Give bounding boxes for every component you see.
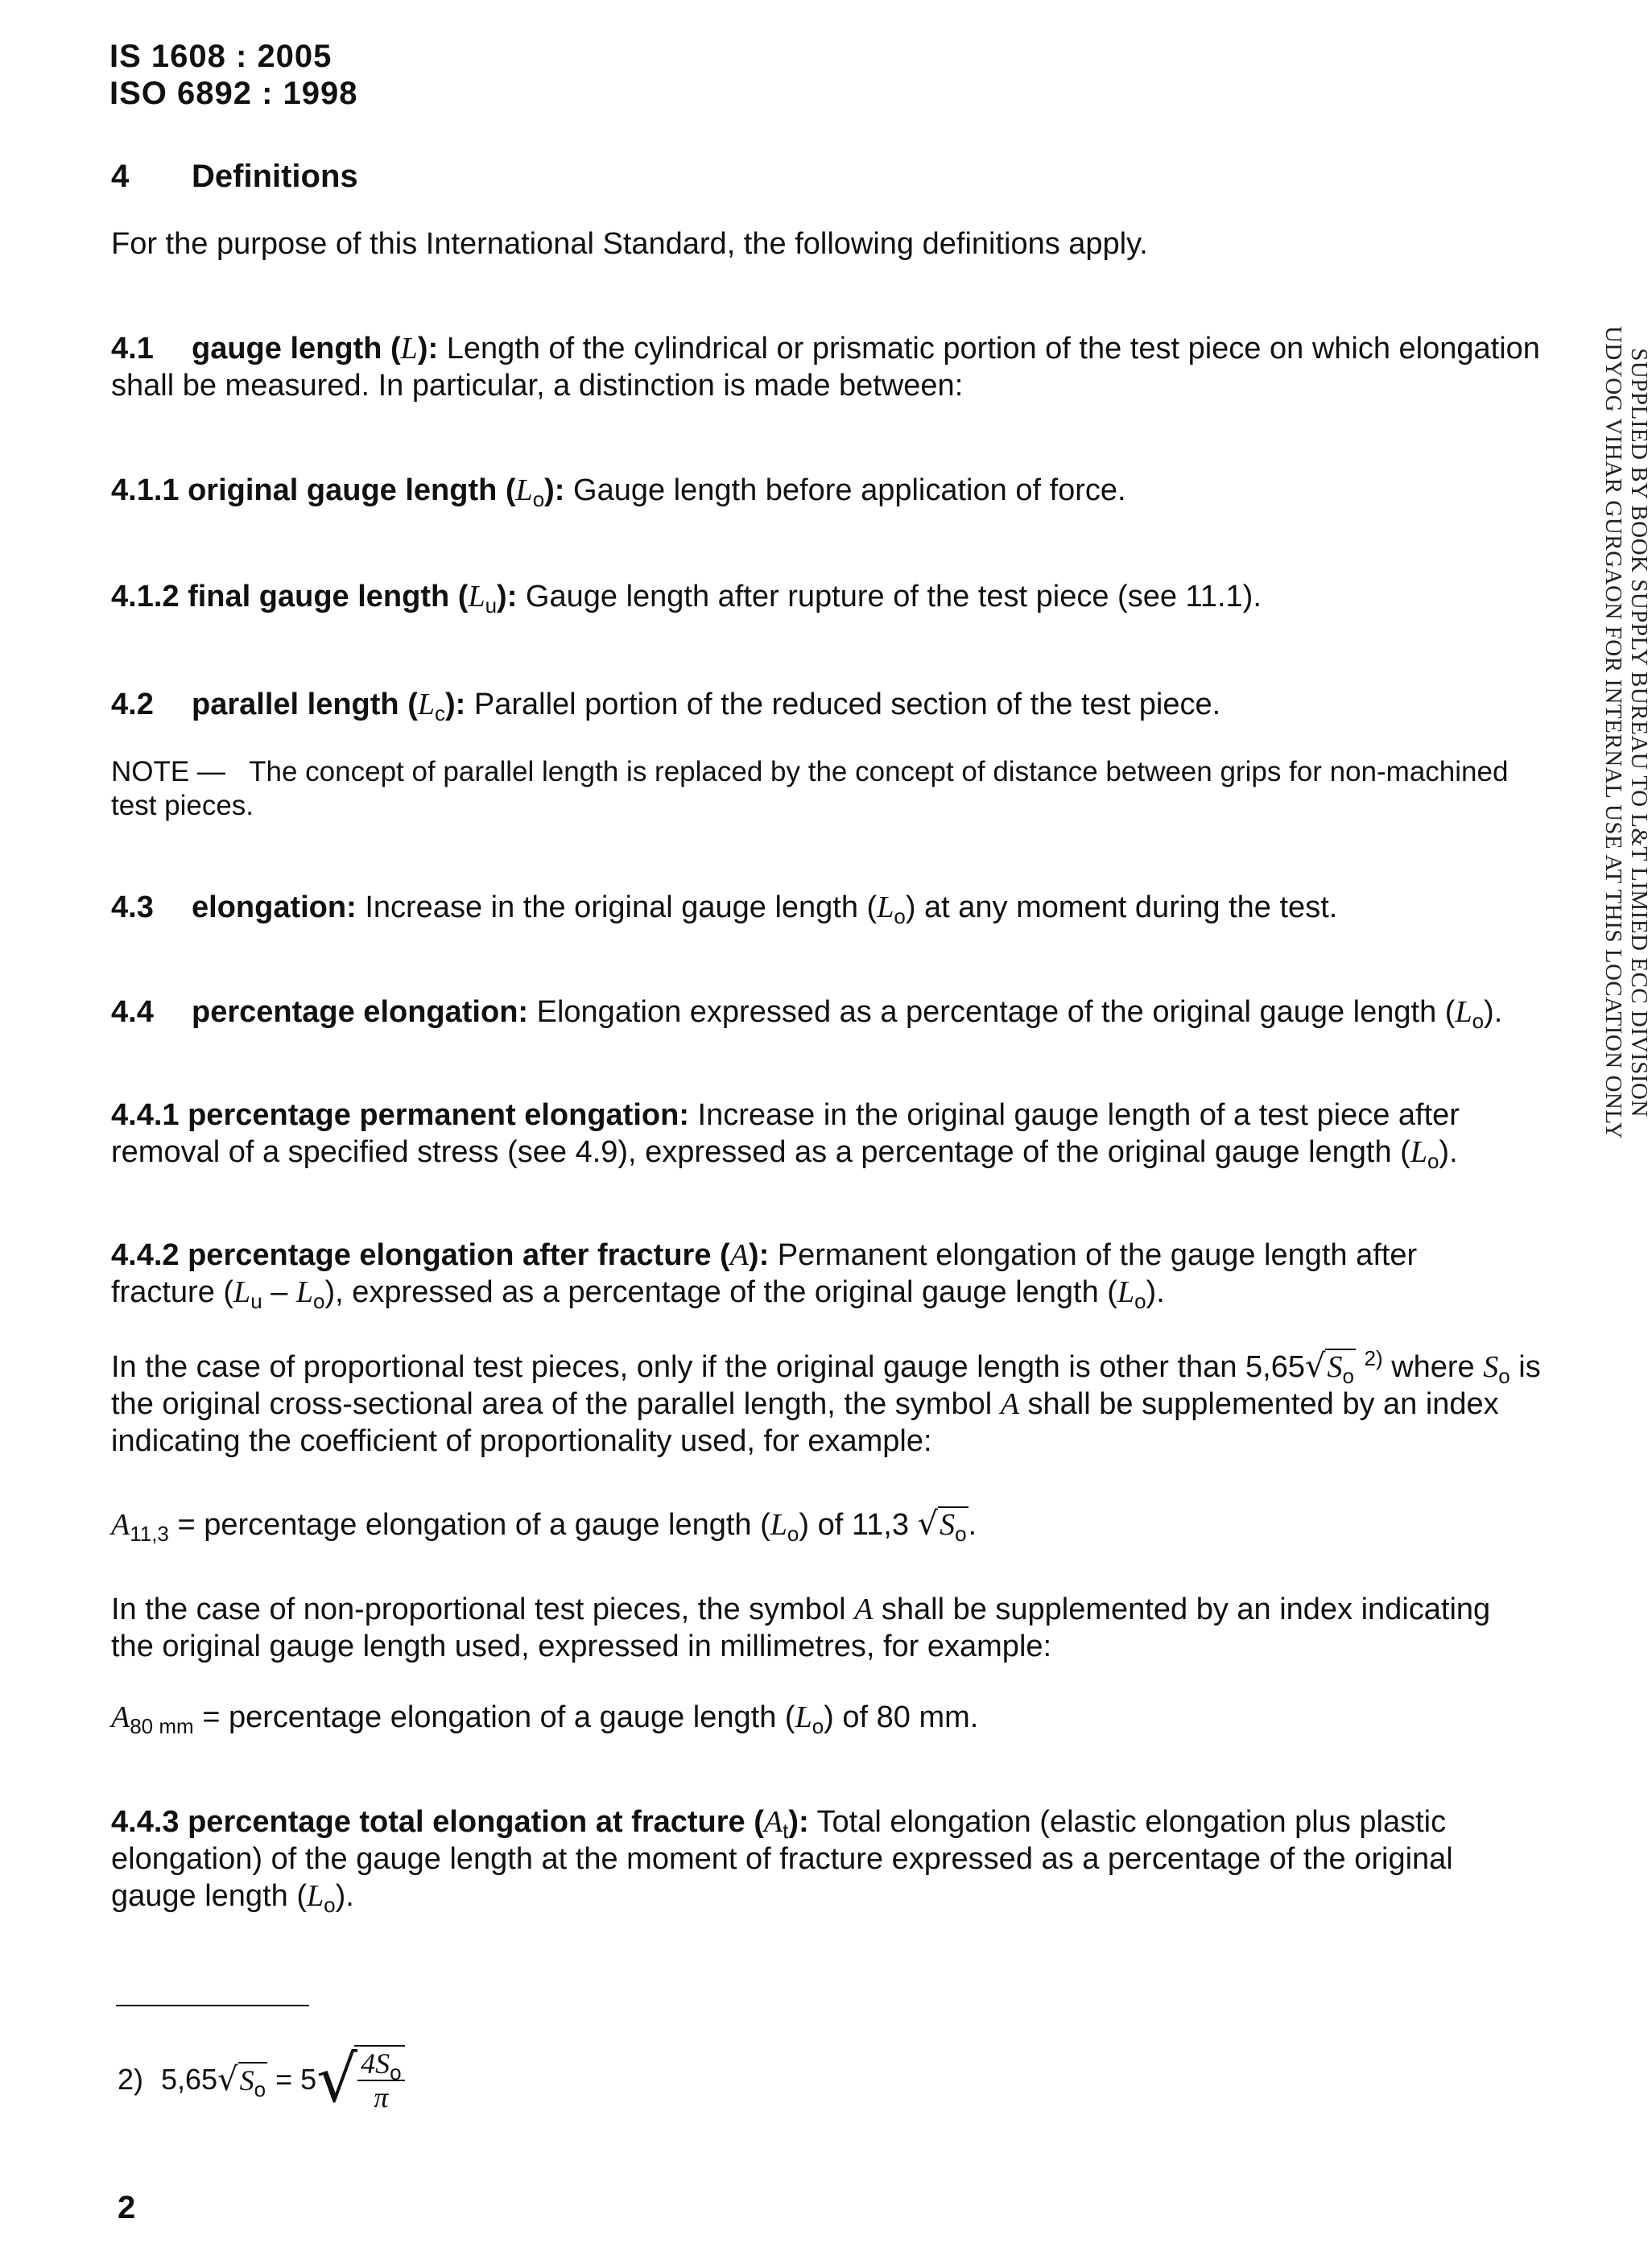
definition-text: Gauge length before application of force. [573,473,1126,507]
example-a-11-3: $A_{11,3}$ = percentage elongation of a gauge length $(L_o)$ of 11,3 $√S_o$. [111,1506,977,1546]
square-root-fraction: √ $\frac{4S_o}{\pi}$ [316,2045,404,2113]
definition-4-1-1: 4.1.1 original gauge length $(L_o)$: Gauge length before application of force. [111,473,1126,511]
term: percentage total elongation at fracture [188,1805,745,1839]
footnote-ref: 2) [1364,1346,1383,1370]
non-proportional-paragraph: In the case of non-proportional test pieces, the symbol A shall be supplemented by an index indicating the original gauge length used, expressed in millimetres, for example: [111,1593,1491,1663]
note-label: NOTE — [111,756,225,787]
section-intro: For the purpose of this International Standard, the following definitions apply. [111,227,1148,261]
definition-4-4: 4.4 percentage elongation: Elongation expressed as a percentage of the original gauge length $(L_o)$. [111,995,1503,1033]
term: original gauge length [188,473,498,507]
definition-4-1-2: 4.1.2 final gauge length $(L_u)$: Gauge length after rupture of the test piece (see 11.1). [111,580,1262,618]
term: elongation: [192,890,357,924]
definition-4-4-2: 4.4.2 percentage elongation after fracture (A): Permanent elongation of the gauge length after fracture $(L_u - L_o)$, expressed as a percentage of the original gauge length $(L_o)$. [111,1238,1418,1313]
footnote-2: 2) 5,65 $√S_o$ = 5 √ $\frac{4S_o}{\pi}$ [118,2045,405,2113]
square-root: $√S_o$ [1304,1348,1354,1388]
definition-text: Parallel portion of the reduced section of the test piece. [473,688,1221,721]
term: gauge length [192,332,382,366]
term: percentage permanent elongation: [188,1098,689,1132]
term: final gauge length [188,580,450,614]
term: percentage elongation after fracture [188,1238,712,1272]
definition-text: Length of the cylindrical or prismatic portion of the test piece on which elongation shall be measured. In particular, a distinction is made between: [111,332,1540,403]
definition-4-1: 4.1 gauge length (L): Length of the cylindrical or prismatic portion of the test piece on which elongation shall be measured. In particular, a distinction is made between: [111,332,1540,403]
definition-text: Gauge length after rupture of the test piece (see 11.1). [525,580,1262,614]
section-heading: 4 Definitions [111,159,358,194]
note-text: The concept of parallel length is replaced by the concept of distance between grips for non-machined test pieces. [111,756,1509,821]
proportional-paragraph: In the case of proportional test pieces, only if the original gauge length is other than $5,65√S_o$ $^{2)}$ where $S_o$ is the original cross-sectional area of the parallel length, the symbol A shall be supplemented by an index indicating the coefficient of proportionality used, for example: [111,1346,1541,1458]
definition-4-2: 4.2 parallel length $(L_c)$: Parallel portion of the reduced section of the test piece. [111,688,1221,725]
standard-number-iso: ISO 6892 : 1998 [109,76,358,111]
footnote-marker: 2) [118,2062,144,2096]
definition-4-3: 4.3 elongation: Increase in the original gauge length $(L_o)$ at any moment during the test. [111,890,1338,928]
page-number: 2 [118,2190,136,2225]
standard-number-is: IS 1608 : 2005 [109,39,332,74]
example-a-80mm: $A_{80 mm}$ = percentage elongation of a gauge length $(L_o)$ of 80 mm. [111,1700,979,1738]
section-title: Definitions [192,159,358,194]
term: percentage elongation: [192,995,529,1029]
license-stamp: SUPPLIED BY BOOK SUPPLY BUREAU TO L&T LIMIED ECC DIVISION UDYOG VIHAR GURGAON FOR INTERNAL USE AT THIS LOCATION ONLY [1600,325,1652,1140]
footnote-rule [116,2005,309,2006]
term: parallel length [192,688,399,721]
square-root: $√S_o$ [917,1506,967,1546]
definition-4-4-1: 4.4.1 percentage permanent elongation: Increase in the original gauge length of a test piece after removal of a specified stress (see 4.9), expressed as a percentage of the original gauge length $(L_o)$. [111,1098,1460,1173]
square-root: $√S_o$ [217,2060,266,2101]
definition-4-4-3: 4.4.3 percentage total elongation at fracture $(A_t)$: Total elongation (elastic elongation plus plastic elongation) of the gauge length at the moment of fracture expressed as a percentage of the original gauge length $(L_o)$. [111,1805,1453,1917]
note [111,755,1512,823]
